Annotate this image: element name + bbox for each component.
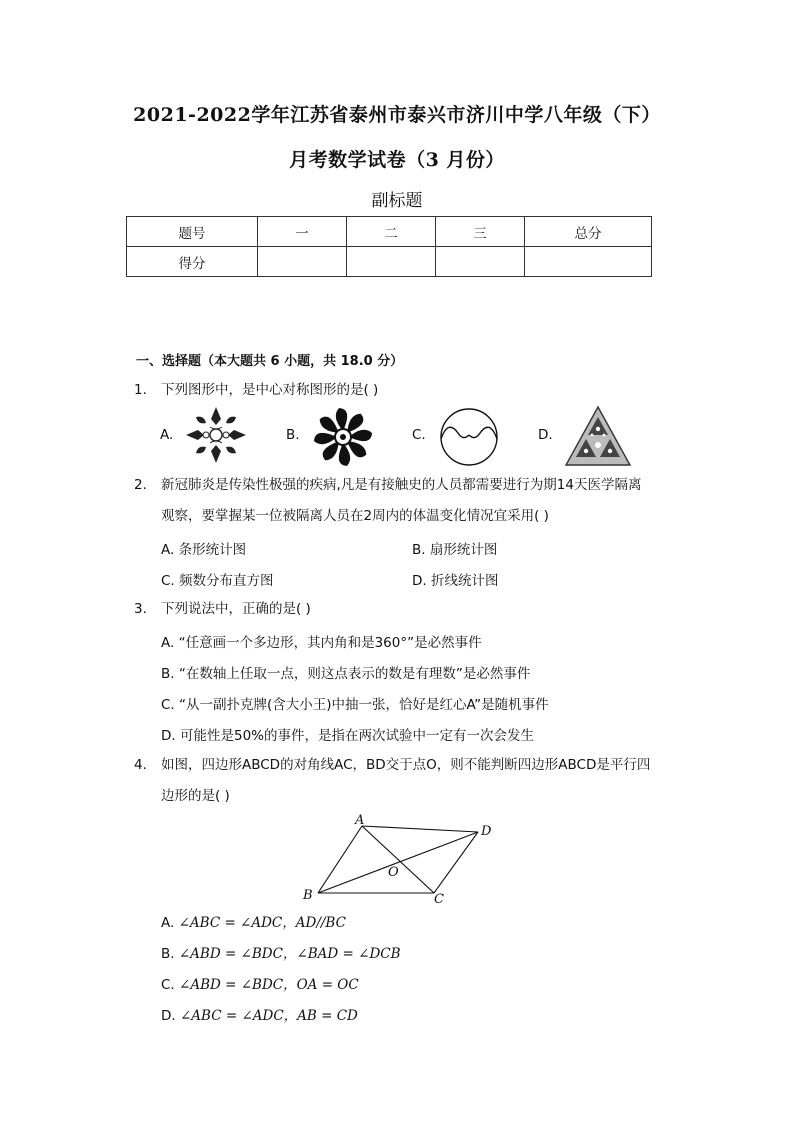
diagonal-bd bbox=[318, 832, 478, 893]
option-text: “从一副扑克牌(含大小王)中抽一张，恰好是红心A”是随机事件 bbox=[179, 697, 549, 713]
vertex-label-b: B bbox=[303, 888, 313, 903]
question-3-option-c[interactable] bbox=[161, 693, 549, 713]
question-text: 下列图形中，是中心对称图形的是( ) bbox=[161, 382, 379, 398]
score-cell[interactable] bbox=[347, 247, 436, 277]
option-math-text: ∠ABD = ∠BDC，OA = OC bbox=[179, 977, 359, 993]
option-label: D. bbox=[161, 1008, 176, 1024]
question-text-line-1: 新冠肺炎是传染性极强的疾病,凡是有接触史的人员都需要进行为期14天医学隔离 bbox=[161, 477, 642, 493]
option-label: B. bbox=[161, 666, 175, 682]
score-table-score-row bbox=[127, 247, 652, 277]
option-math-text: ∠ABC = ∠ADC，AB = CD bbox=[179, 1008, 358, 1024]
option-text: 可能性是50%的事件，是指在两次试验中一定有一次会发生 bbox=[179, 728, 534, 744]
edge-dc bbox=[434, 832, 478, 893]
option-label: A. bbox=[161, 542, 175, 558]
option-text: “在数轴上任取一点，则这点表示的数是有理数”是必然事件 bbox=[178, 666, 531, 682]
option-text: 折线统计图 bbox=[430, 573, 499, 589]
score-table-header-cell: 题号 bbox=[127, 217, 258, 247]
question-3-option-d[interactable] bbox=[161, 724, 534, 744]
option-label: C. bbox=[161, 697, 175, 713]
score-cell[interactable] bbox=[525, 247, 652, 277]
parallelogram-figure bbox=[295, 810, 505, 905]
option-label: C. bbox=[412, 427, 426, 443]
question-3 bbox=[134, 594, 674, 625]
score-cell[interactable] bbox=[258, 247, 347, 277]
option-label: B. bbox=[412, 542, 426, 558]
document-title-line-1: 2021-2022学年江苏省泰州市泰兴市济川中学八年级（下） bbox=[133, 104, 661, 126]
question-2-option-d[interactable] bbox=[412, 569, 498, 589]
score-cell[interactable] bbox=[436, 247, 525, 277]
option-label: B. bbox=[161, 946, 175, 962]
document-title-line-2: 月考数学试卷（3 月份） bbox=[289, 149, 505, 171]
option-text: 扇形统计图 bbox=[429, 542, 498, 558]
score-table-row-label: 得分 bbox=[127, 247, 258, 277]
question-text-line-2: 边形的是( ) bbox=[161, 788, 230, 804]
option-label: C. bbox=[161, 977, 175, 993]
option-label: D. bbox=[538, 427, 553, 443]
question-text-line-2: 观察，要掌握某一位被隔离人员在2周内的体温变化情况宜采用( ) bbox=[161, 508, 549, 524]
edge-ba bbox=[318, 826, 362, 893]
question-number: 4. bbox=[134, 757, 147, 773]
question-4-option-d[interactable] bbox=[161, 1004, 358, 1024]
score-table-header-cell: 二 bbox=[347, 217, 436, 247]
option-text: 频数分布直方图 bbox=[179, 573, 274, 589]
question-3-option-b[interactable] bbox=[161, 662, 530, 682]
score-table bbox=[126, 216, 652, 277]
question-4 bbox=[134, 750, 674, 812]
decorated-triangle-icon bbox=[564, 405, 632, 467]
option-label: A. bbox=[160, 427, 174, 443]
question-2 bbox=[134, 470, 674, 532]
question-text: 下列说法中，正确的是( ) bbox=[161, 601, 311, 617]
section-heading: 一、选择题（本大题共 6 小题，共 18.0 分） bbox=[136, 354, 404, 369]
question-2-option-b[interactable] bbox=[412, 538, 497, 558]
question-2-option-a[interactable] bbox=[161, 538, 246, 558]
edge-ad bbox=[362, 826, 478, 832]
question-4-option-a[interactable] bbox=[161, 911, 346, 931]
option-label: D. bbox=[161, 728, 176, 744]
question-1 bbox=[134, 375, 674, 406]
score-table-header-cell: 一 bbox=[258, 217, 347, 247]
option-label: B. bbox=[286, 427, 300, 443]
question-number: 2. bbox=[134, 477, 147, 493]
option-label: A. bbox=[161, 915, 175, 931]
option-label: C. bbox=[161, 573, 175, 589]
vertex-label-d: D bbox=[481, 824, 492, 839]
document-subtitle: 副标题 bbox=[371, 191, 423, 211]
option-text: “任意画一个多边形，其内角和是360°”是必然事件 bbox=[178, 635, 482, 651]
score-table-header-cell: 总分 bbox=[525, 217, 652, 247]
point-label-o: O bbox=[388, 865, 399, 880]
ornament-cross-icon bbox=[184, 405, 248, 465]
option-math-text: ∠ABD = ∠BDC，∠BAD = ∠DCB bbox=[178, 946, 401, 962]
question-2-option-c[interactable] bbox=[161, 569, 274, 589]
question-number: 1. bbox=[134, 382, 147, 398]
option-label: D. bbox=[412, 573, 427, 589]
vertex-label-a: A bbox=[355, 813, 365, 828]
question-3-option-a[interactable] bbox=[161, 631, 482, 651]
vertex-label-c: C bbox=[434, 892, 444, 905]
question-4-option-b[interactable] bbox=[161, 942, 401, 962]
option-text: 条形统计图 bbox=[178, 542, 247, 558]
score-table-header-cell: 三 bbox=[436, 217, 525, 247]
diagonal-ac bbox=[362, 826, 434, 893]
score-table-header-row bbox=[127, 217, 652, 247]
question-text-line-1: 如图，四边形ABCD的对角线AC，BD交于点O，则不能判断四边形ABCD是平行四 bbox=[161, 757, 651, 773]
option-label: A. bbox=[161, 635, 175, 651]
question-number: 3. bbox=[134, 601, 147, 617]
circle-with-arcs-icon bbox=[436, 405, 502, 469]
option-math-text: ∠ABC = ∠ADC，AD//BC bbox=[178, 915, 346, 931]
question-4-option-c[interactable] bbox=[161, 973, 359, 993]
flower-swirl-icon bbox=[310, 405, 376, 469]
